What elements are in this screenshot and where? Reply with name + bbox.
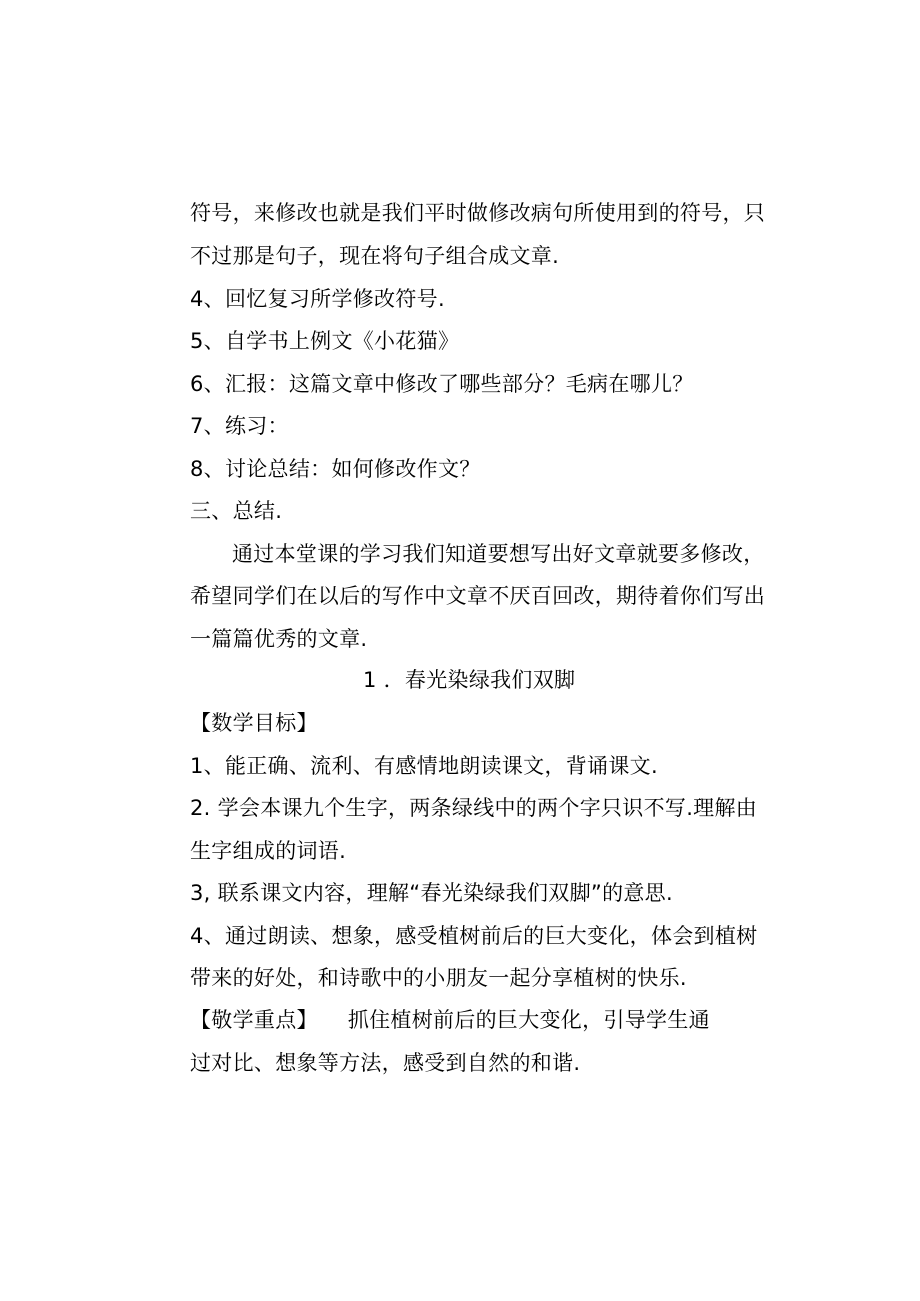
list-item: 7、练习： xyxy=(190,414,289,438)
text-line: 不过那是句子，现在将句子组合成文章. xyxy=(190,244,560,268)
list-item: 2. 学会本课九个生字，两条绿线中的两个字只识不写.理解由 xyxy=(190,796,758,820)
lesson-title: 1 ．春光染绿我们双脚 xyxy=(363,668,576,692)
list-item: 6、汇报：这篇文章中修改了哪些部分？毛病在哪儿？ xyxy=(190,372,694,396)
key-points-line xyxy=(190,1006,710,1034)
paragraph-line: 通过本堂课的学习我们知道要想写出好文章就要多修改， xyxy=(232,542,765,566)
list-item: 8、讨论总结：如何修改作文？ xyxy=(190,457,481,481)
list-item: 4、通过朗读、想象，感受植树前后的巨大变化，体会到植树 xyxy=(190,924,758,948)
list-item: 5、自学书上例文《小花猫》 xyxy=(190,329,460,353)
list-item: 1、能正确、流利、有感情地朗读课文，背诵课文. xyxy=(190,754,658,778)
section-label: 【敬学重点】 xyxy=(190,1008,318,1032)
text-line: 生字组成的词语. xyxy=(190,839,347,863)
section-label: 【数学目标】 xyxy=(190,711,318,735)
paragraph-line: 希望同学们在以后的写作中文章不厌百回改，期待着你们写出 xyxy=(190,584,766,608)
paragraph-line: 一篇篇优秀的文章. xyxy=(190,627,368,651)
text-line: 带来的好处，和诗歌中的小朋友一起分享植树的快乐. xyxy=(190,966,687,990)
list-item: 4、回忆复习所学修改符号. xyxy=(190,287,445,311)
section-heading: 三、总结. xyxy=(190,499,283,523)
text-line: 过对比、想象等方法，感受到自然的和谐. xyxy=(190,1051,581,1075)
key-points-text: 抓住植树前后的巨大变化，引导学生通 xyxy=(347,1008,710,1032)
text-line: 符号，来修改也就是我们平时做修改病句所使用到的符号，只 xyxy=(190,201,766,225)
list-item: 3, 联系课文内容，理解“春光染绿我们双脚”的意思. xyxy=(190,881,673,905)
